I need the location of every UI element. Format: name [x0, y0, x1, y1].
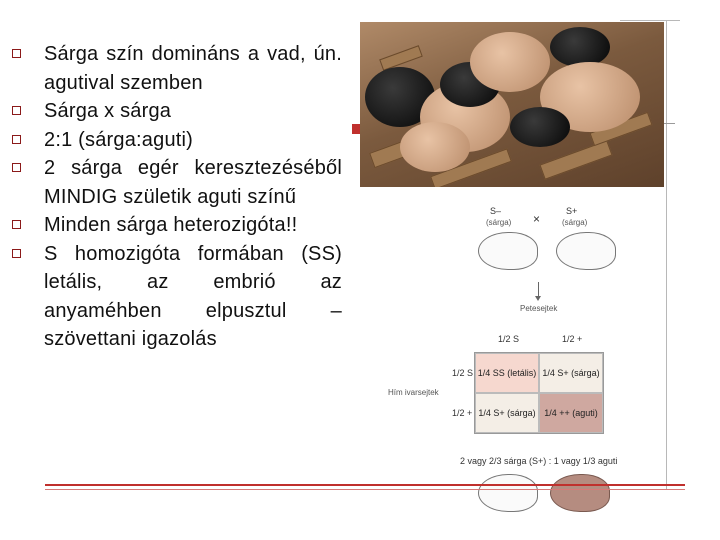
bullet-item [12, 211, 342, 240]
result-ratio: 2 vagy 2/3 sárga (S+) : 1 vagy 1/3 aguti [460, 456, 618, 466]
divider-line [45, 489, 685, 490]
parent-phenotype: (sárga) [562, 218, 588, 227]
frame-line [666, 20, 667, 490]
bullet-text: Sárga x sárga [44, 100, 172, 122]
mouse-drawing [550, 474, 610, 512]
gamete-label: 1/2 + [452, 408, 473, 418]
gamete-label: 1/2 + [562, 334, 583, 344]
bullet-text: 2:1 (sárga:aguti) [44, 128, 194, 151]
frame-line-top [620, 20, 680, 21]
punnett-diagram [378, 192, 656, 517]
gamete-label: 1/2 S [498, 334, 520, 344]
bullet-item [12, 240, 342, 354]
bullet-item [12, 126, 342, 155]
bullet-item [12, 40, 342, 97]
square-bullet-icon [12, 106, 21, 115]
bullet-item [12, 97, 342, 126]
cross-symbol: × [533, 212, 541, 226]
sperm-label: Hím ivarsejtek [388, 388, 439, 397]
mouse-drawing [478, 474, 538, 512]
punnett-square [474, 352, 604, 434]
bullet-text: 2 sárga egér keresztezéséből MINDIG születik aguti színű [44, 157, 342, 208]
mouse-drawing [478, 232, 538, 270]
arrow-down-icon [538, 282, 539, 298]
square-bullet-icon [12, 249, 21, 258]
parent-genotype: S– [490, 206, 502, 216]
square-bullet-icon [12, 220, 21, 229]
parent-genotype: S+ [566, 206, 578, 216]
bullet-list [12, 40, 342, 354]
punnett-cell: 1/4 SS (letális) [475, 353, 539, 393]
bullet-text: S homozigóta formában (SS) letális, az embrió az anyaméhben elpusztul – szövettani igazolás [44, 242, 342, 350]
bullet-item [12, 154, 342, 211]
square-bullet-icon [12, 49, 21, 58]
punnett-cell: 1/4 ++ (aguti) [539, 393, 603, 433]
mouse-drawing [556, 232, 616, 270]
mice-photo [360, 22, 664, 187]
punnett-cell: 1/4 S+ (sárga) [475, 393, 539, 433]
bullet-text: Sárga szín domináns a vad, ún. agutival szemben [44, 43, 342, 94]
gamete-label: 1/2 S [452, 368, 474, 378]
divider-line [45, 484, 685, 486]
square-bullet-icon [12, 135, 21, 144]
parent-phenotype: (sárga) [486, 218, 512, 227]
square-bullet-icon [12, 163, 21, 172]
bullet-text: Minden sárga heterozigóta!! [44, 214, 298, 236]
punnett-cell: 1/4 S+ (sárga) [539, 353, 603, 393]
gametes-label: Petesejtek [520, 304, 558, 313]
